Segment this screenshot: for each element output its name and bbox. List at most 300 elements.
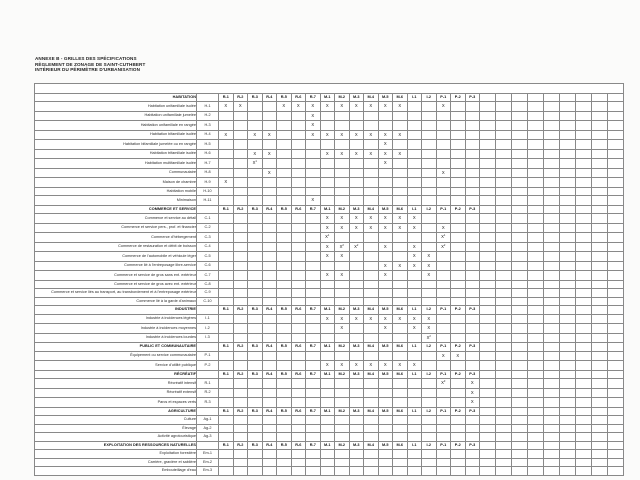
grid-cell [407,102,422,112]
grid-cell [248,130,263,140]
empty-cell [512,314,528,324]
empty-cell [608,252,624,262]
grid-cell [248,333,263,343]
empty-cell [544,233,560,243]
grid-cell [407,242,422,252]
row-code: C-8 [197,280,219,289]
permission-mark: X [441,103,445,108]
row-label: Équipement ou service communautaire [35,351,197,361]
row-code: H-1 [197,102,219,112]
grid-cell [233,149,248,159]
grid-cell [465,261,480,271]
grid-cell [291,159,306,169]
zone-column-header: M-6 [393,93,408,102]
grid-cell [262,149,277,159]
grid-cell [277,233,292,243]
grid-cell [364,168,379,178]
empty-cell [560,388,576,398]
grid-cell [378,121,393,131]
empty-cell [560,424,576,433]
grid-cell [349,314,364,324]
grid-cell [422,261,437,271]
empty-cell [560,306,576,315]
grid-cell [320,149,335,159]
empty-cell [480,351,496,361]
grid-cell [451,252,466,262]
grid-cell [291,196,306,206]
grid-cell [407,214,422,224]
empty-cell [496,205,512,214]
empty-cell [576,314,592,324]
permission-mark: X [412,253,416,258]
usage-row [35,297,624,306]
row-label: Service d'utilité publique [35,361,197,371]
empty-cell [512,424,528,433]
empty-cell [608,343,624,352]
grid-cell [219,242,234,252]
usage-row [35,130,624,140]
grid-cell [436,121,451,131]
grid-cell [248,121,263,131]
empty-cell [592,467,608,476]
grid-cell [233,187,248,196]
grid-cell [277,361,292,371]
permission-mark: X [354,224,358,230]
usage-row [35,333,624,343]
grid-cell [233,214,248,224]
page-title-line-3: INTÉRIEUR DU PÉRIMÈTRE D'URBANISATION [35,67,141,73]
empty-cell [608,333,624,343]
empty-cell [480,196,496,206]
empty-cell [592,351,608,361]
row-label: Récréatif intensif [35,379,197,389]
grid-cell [320,379,335,389]
empty-cell [512,297,528,306]
empty-cell [544,398,560,408]
empty-cell [608,289,624,298]
grid-cell [262,168,277,178]
grid-cell [451,450,466,459]
grid-cell [233,467,248,476]
empty-cell [592,441,608,450]
grid-cell [262,467,277,476]
usage-row [35,178,624,188]
row-label: Habitation bifamiliale jumelée ou en rangée [35,140,197,150]
permission-mark: X [412,224,416,230]
grid-cell [407,159,422,169]
empty-cell [496,450,512,459]
grid-cell [436,458,451,467]
empty-cell [608,168,624,178]
grid-cell [407,333,422,343]
grid-cell [364,223,379,233]
zone-column-header: M-4 [364,205,379,214]
permission-mark: X [311,131,315,137]
grid-cell [277,333,292,343]
grid-cell [407,424,422,433]
grid-cell [306,361,321,371]
zone-column-header: R-6 [291,407,306,416]
grid-cell [349,351,364,361]
permission-mark: X [441,380,444,385]
grid-cell [436,467,451,476]
empty-cell [608,196,624,206]
page-title-line-2: RÈGLEMENT DE ZONAGE DE SAINT-CUTHBERT [35,61,146,67]
row-code: Em-1 [197,450,219,459]
grid-cell [364,280,379,289]
empty-cell [608,314,624,324]
grid-cell [291,398,306,408]
permission-mark: X [398,224,402,230]
grid-cell [306,314,321,324]
grid-cell [277,214,292,224]
zone-column-header: R-5 [277,343,292,352]
empty-cell [496,271,512,281]
permission-mark: X [369,315,373,321]
empty-cell [560,187,576,196]
usage-row [35,433,624,442]
empty-cell [592,271,608,281]
empty-cell [528,324,544,334]
grid-cell [378,261,393,271]
grid-cell [335,130,350,140]
empty-cell [544,441,560,450]
row-code: H-5 [197,140,219,150]
grid-cell [306,214,321,224]
permission-mark: X [427,272,431,277]
zone-column-header: R-1 [219,441,234,450]
empty-cell [608,441,624,450]
grid-cell [248,252,263,262]
grid-cell [364,261,379,271]
grid-cell [335,467,350,476]
grid-cell [320,223,335,233]
permission-mark: X [398,215,402,220]
grid-cell [393,102,408,112]
usage-row [35,223,624,233]
empty-cell [544,252,560,262]
grid-cell [219,187,234,196]
grid-cell [306,416,321,425]
empty-cell [480,343,496,352]
grid-cell [306,433,321,442]
grid-cell [306,102,321,112]
grid-cell [393,214,408,224]
grid-cell [378,333,393,343]
grid-cell [378,223,393,233]
empty-cell [592,223,608,233]
zone-column-header: M-2 [335,205,350,214]
usage-permis-band-row [35,84,624,94]
row-code: R-3 [197,398,219,408]
zone-column-header: R-4 [262,343,277,352]
empty-cell [592,370,608,379]
grid-cell [465,149,480,159]
empty-cell [512,187,528,196]
grid-cell [219,196,234,206]
empty-cell [592,297,608,306]
grid-cell [233,111,248,121]
grid-cell [320,458,335,467]
grid-cell [335,187,350,196]
empty-cell [480,297,496,306]
zone-column-header: R-7 [306,93,321,102]
grid-cell [219,214,234,224]
grid-cell [436,130,451,140]
empty-cell [496,416,512,425]
grid-cell [364,271,379,281]
grid-cell [320,280,335,289]
empty-cell [480,111,496,121]
grid-cell [262,196,277,206]
grid-cell [422,130,437,140]
empty-cell [608,233,624,243]
grid-cell [291,121,306,131]
zone-column-header: R-2 [233,343,248,352]
grid-cell [451,433,466,442]
empty-cell [528,178,544,188]
zone-column-header: P-3 [465,205,480,214]
empty-cell [544,280,560,289]
grid-cell [248,388,263,398]
empty-cell [512,233,528,243]
grid-cell [422,297,437,306]
empty-cell [608,297,624,306]
grid-cell [364,159,379,169]
row-label: Habitation multifamiliale isolée [35,159,197,169]
zone-column-header: R-1 [219,306,234,315]
empty-cell [496,187,512,196]
empty-cell [496,379,512,389]
empty-cell [512,159,528,169]
permission-mark: X [311,103,315,108]
grid-cell [436,271,451,281]
zone-column-header: R-6 [291,306,306,315]
empty-cell [480,271,496,281]
grid-cell [349,424,364,433]
empty-cell [576,361,592,371]
grid-cell [451,178,466,188]
grid-cell [407,178,422,188]
empty-cell [560,379,576,389]
grid-cell [219,424,234,433]
zone-column-header: R-3 [248,370,263,379]
grid-cell [349,214,364,224]
empty-cell [576,407,592,416]
empty-cell [544,306,560,315]
grid-cell [335,140,350,150]
grid-cell [465,388,480,398]
grid-cell [364,388,379,398]
grid-cell [335,398,350,408]
grid-cell [393,324,408,334]
empty-cell [592,93,608,102]
grid-cell [306,130,321,140]
empty-cell [592,424,608,433]
empty-cell [528,280,544,289]
grid-cell [306,388,321,398]
row-code: P-1 [197,351,219,361]
empty-cell [496,242,512,252]
empty-cell [608,370,624,379]
empty-cell [560,280,576,289]
zone-column-header: R-5 [277,407,292,416]
empty-cell [544,102,560,112]
grid-cell [335,168,350,178]
grid-cell [219,361,234,371]
row-code: H-3 [197,121,219,131]
empty-cell [496,351,512,361]
grid-cell [349,398,364,408]
permission-mark: X [412,215,416,220]
grid-cell [436,149,451,159]
row-label: Commerce lié à l'entreposage libre-service [35,261,197,271]
empty-cell [512,242,528,252]
grid-cell [306,280,321,289]
grid-cell [320,467,335,476]
grid-cell [422,149,437,159]
grid-cell [451,214,466,224]
grid-cell [364,324,379,334]
grid-cell [219,314,234,324]
empty-cell [480,140,496,150]
row-code: Ag-3 [197,433,219,442]
empty-cell [544,351,560,361]
grid-cell [219,159,234,169]
grid-cell [393,351,408,361]
grid-cell [262,214,277,224]
grid-cell [349,111,364,121]
grid-cell [349,223,364,233]
grid-cell [378,379,393,389]
permission-mark: X [340,224,344,230]
grid-cell [219,280,234,289]
empty-cell [576,214,592,224]
grid-cell [436,252,451,262]
grid-cell [436,102,451,112]
empty-cell [528,416,544,425]
grid-cell [422,424,437,433]
grid-cell [335,102,350,112]
usage-row [35,289,624,298]
empty-cell [592,178,608,188]
empty-cell [544,159,560,169]
grid-cell [378,297,393,306]
row-code: H-2 [197,111,219,121]
permission-mark: X [427,325,431,330]
empty-cell [528,261,544,271]
empty-cell [496,178,512,188]
empty-cell [528,361,544,371]
zone-column-header: I-1 [407,205,422,214]
grid-cell [306,187,321,196]
empty-cell [576,351,592,361]
grid-cell [248,416,263,425]
zone-column-header: M-6 [393,343,408,352]
grid-cell [436,351,451,361]
grid-cell [364,111,379,121]
empty-cell [480,370,496,379]
grid-cell [393,416,408,425]
grid-cell [364,398,379,408]
grid-cell [451,388,466,398]
grid-cell [378,271,393,281]
grid-cell [349,178,364,188]
zone-column-header: M-2 [335,441,350,450]
empty-cell [608,121,624,131]
zone-column-header: P-2 [451,93,466,102]
empty-cell [480,407,496,416]
usage-row [35,314,624,324]
usage-row [35,467,624,476]
empty-cell [544,214,560,224]
empty-cell [496,441,512,450]
empty-cell [576,324,592,334]
empty-cell [560,314,576,324]
grid-cell [335,149,350,159]
empty-cell [528,242,544,252]
permission-mark: X [412,262,416,268]
empty-cell [528,168,544,178]
zone-column-header: M-5 [378,306,393,315]
grid-cell [436,379,451,389]
grid-cell [422,242,437,252]
grid-cell [407,121,422,131]
grid-cell [436,168,451,178]
empty-cell [512,130,528,140]
section-name: COMMERCE ET SERVICE [35,205,197,214]
empty-cell [576,187,592,196]
row-code: H-6 [197,149,219,159]
grid-cell [320,324,335,334]
grid-cell [378,233,393,243]
grid-cell [436,214,451,224]
empty-cell [544,271,560,281]
empty-cell [560,149,576,159]
grid-cell [422,361,437,371]
grid-cell [422,214,437,224]
permission-mark: X [369,150,373,156]
grid-cell [335,388,350,398]
empty-cell [560,407,576,416]
empty-cell [512,93,528,102]
zone-column-header: R-5 [277,370,292,379]
zone-column-header: R-1 [219,370,234,379]
zone-column-header: P-1 [436,441,451,450]
section-code-cell [197,370,219,379]
empty-cell [528,370,544,379]
empty-cell [608,433,624,442]
grid-cell [422,351,437,361]
grid-cell [465,233,480,243]
permission-mark: X [339,243,343,249]
empty-cell [544,467,560,476]
grid-cell [248,458,263,467]
grid-cell [320,178,335,188]
row-code: C-3 [197,233,219,243]
row-code: H-11 [197,196,219,206]
grid-cell [364,140,379,150]
grid-cell [248,111,263,121]
section-header-row [35,407,624,416]
grid-cell [219,130,234,140]
grid-cell [277,388,292,398]
permission-mark: X [412,325,416,330]
permission-mark: X [456,352,460,358]
grid-cell [349,196,364,206]
permission-mark: X [282,103,286,108]
empty-cell [512,223,528,233]
